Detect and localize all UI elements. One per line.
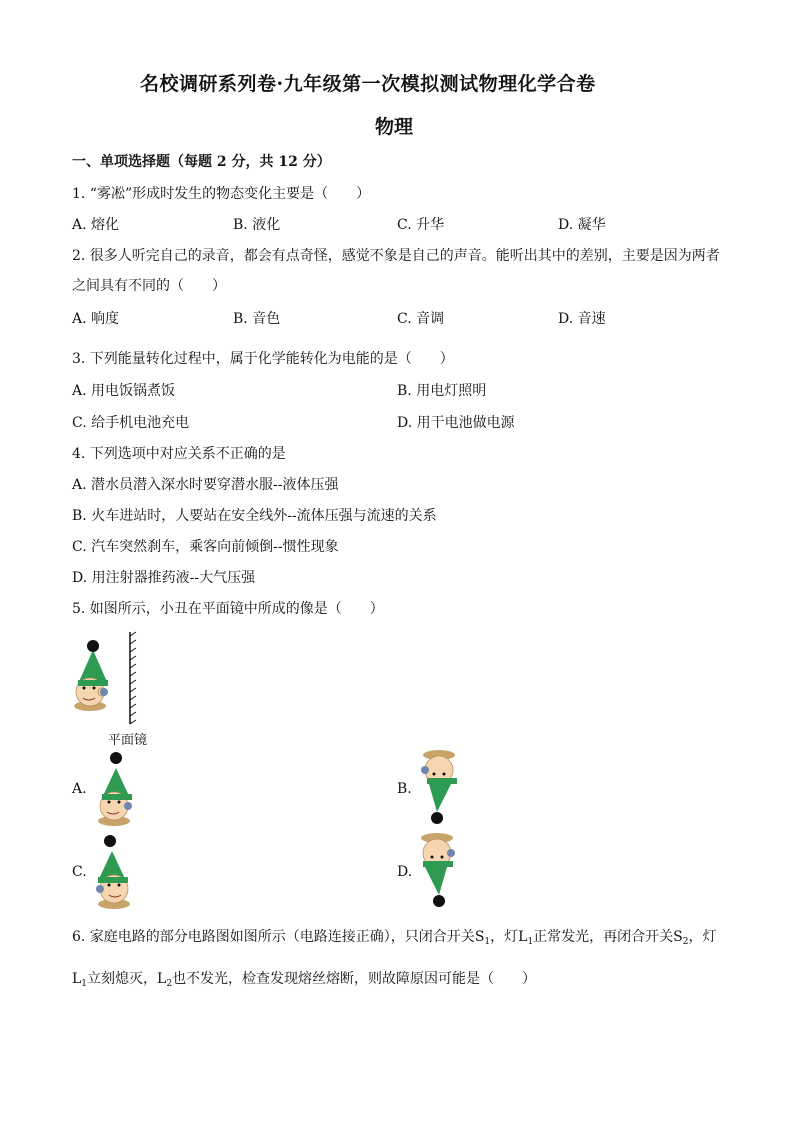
question-6-stem-line1 [72, 926, 717, 947]
question-2-stem-line2: 之间具有不同的（ ） [72, 278, 226, 294]
q6-text-a: 6. 家庭电路的部分电路图如图所示（电路连接正确），只闭合开关 [72, 929, 475, 945]
q6-lamp-l1: $L_1$ [518, 929, 534, 947]
q6-lamp-text: ，灯 [490, 929, 519, 945]
q5-option-d-image[interactable] [415, 831, 465, 911]
q6-lamp-text-2: ，灯 [688, 929, 717, 945]
q1-option-c[interactable]: C. 升华 [397, 217, 445, 233]
clown-figure [74, 640, 108, 711]
q6-switch-s2: $S_2$ [673, 929, 689, 947]
q4-option-a[interactable]: A. 潜水员潜入深水时要穿潜水服--液体压强 [72, 477, 339, 493]
q3-option-b[interactable]: B. 用电灯照明 [397, 383, 487, 399]
q6-text-b: 正常发光，再闭合开关 [533, 929, 674, 945]
q2-option-a[interactable]: A. 响度 [72, 311, 120, 327]
q3-option-d[interactable]: D. 用干电池做电源 [397, 415, 515, 431]
q2-option-d[interactable]: D. 音速 [558, 311, 606, 327]
q2-option-c[interactable]: C. 音调 [397, 311, 445, 327]
q5-option-b[interactable]: B. [397, 781, 412, 797]
q4-option-b[interactable]: B. 火车进站时，人要站在安全线外--流体压强与流速的关系 [72, 508, 437, 524]
q6-switch-s1: $S_1$ [474, 929, 491, 947]
q3-option-a[interactable]: A. 用电饭锅煮饭 [72, 383, 176, 399]
question-5-stem: 5. 如图所示，小丑在平面镜中所成的像是（ ） [72, 601, 384, 617]
q3-option-c[interactable]: C. 给手机电池充电 [72, 415, 190, 431]
q5-option-b-image[interactable] [415, 748, 465, 828]
question-2-stem-line1: 2. 很多人听完自己的录音，都会有点奇怪，感觉不象是自己的声音。能听出其中的差别，主要是因为两者 [72, 248, 720, 264]
q6-lamp-l2: $L_2$ [157, 971, 173, 989]
q5-option-c-image[interactable] [90, 831, 140, 911]
q6-lamp-l1-b: $L_1$ [72, 971, 88, 989]
q5-option-a-image[interactable] [90, 748, 140, 828]
q5-option-d[interactable]: D. [397, 864, 413, 880]
q4-option-d[interactable]: D. 用注射器推药液--大气压强 [72, 570, 256, 586]
mirror-label: 平面镜 [108, 733, 148, 748]
q1-option-a[interactable]: A. 熔化 [72, 217, 120, 233]
question-6-stem-line2 [72, 968, 536, 989]
subject-title: 物理 [375, 116, 414, 138]
paper-title: 名校调研系列卷·九年级第一次模拟测试物理化学合卷 [140, 73, 596, 95]
clown-mirror-figure [68, 632, 158, 732]
q6-text-d: 也不发光，检查发现熔丝熔断，则故障原因可能是（ ） [172, 971, 537, 987]
question-4-stem: 4. 下列选项中对应关系不正确的是 [72, 446, 286, 462]
q5-option-c[interactable]: C. [72, 864, 87, 880]
question-1-stem: 1. “雾凇”形成时发生的物态变化主要是（ ） [72, 186, 371, 202]
section-heading: 一、单项选择题（每题 2 分，共 12 分） [72, 154, 331, 170]
q1-option-b[interactable]: B. 液化 [233, 217, 281, 233]
question-3-stem: 3. 下列能量转化过程中，属于化学能转化为电能的是（ ） [72, 351, 454, 367]
q2-option-b[interactable]: B. 音色 [233, 311, 281, 327]
q1-option-d[interactable]: D. 凝华 [558, 217, 606, 233]
q5-option-a[interactable]: A. [72, 781, 87, 797]
plane-mirror [130, 632, 136, 724]
q4-option-c[interactable]: C. 汽车突然刹车，乘客向前倾倒--惯性现象 [72, 539, 339, 555]
q6-text-c: 立刻熄灭， [87, 971, 158, 987]
